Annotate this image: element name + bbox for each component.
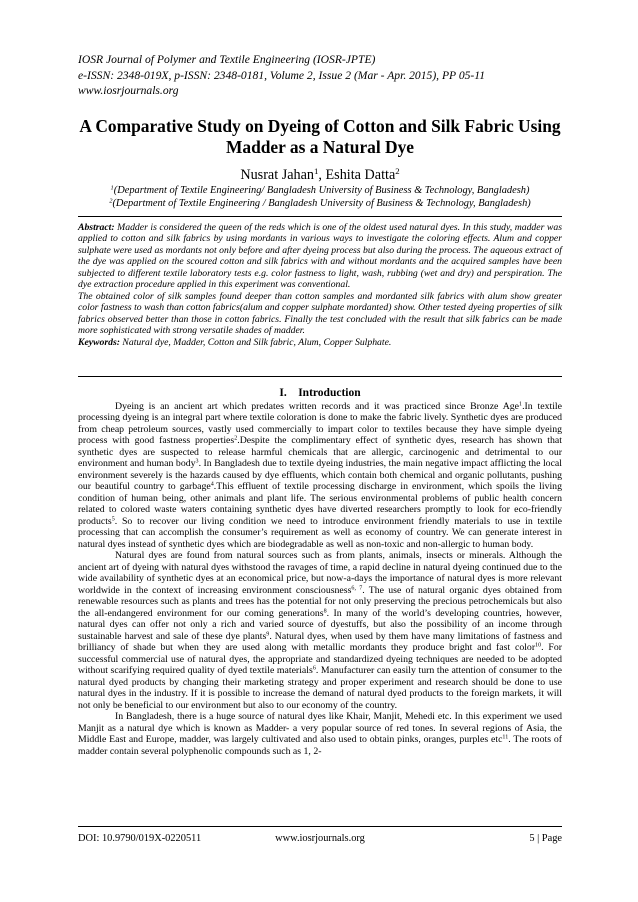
citation-mark: 11 [502, 734, 509, 741]
citation-mark: 10 [535, 642, 542, 649]
citation-mark: 1 [519, 401, 523, 408]
affiliation-2-text: (Department of Textile Engineering / Bangladesh University of Business & Technology, Bangladesh) [112, 198, 531, 210]
journal-issn: e-ISSN: 2348-019X, p-ISSN: 2348-0181, Volume 2, Issue 2 (Mar - Apr. 2015), PP 05-11 [78, 68, 486, 82]
footer-website: www.iosrjournals.org [275, 833, 365, 844]
keywords-text: Natural dye, Madder, Cotton and Silk fabric, Alum, Copper Sulphate. [119, 336, 392, 348]
text-run: Dyeing is an ancient art which predates written records and it was practiced since Bronze Age [115, 401, 520, 412]
abstract-bottom-rule [78, 376, 562, 377]
intro-paragraph-2 [78, 550, 562, 711]
journal-header [78, 52, 568, 99]
text-run: . For successful commercial use of natural dyes, the appropriate and standardized dyeing techniques are needed to be adopted without scarifying required quality of dyed textile materials [78, 642, 563, 677]
text-run: . Manufacturer can easily turn the attention of consumer to the natural dyed products by changing their marketing strategy and proper experiment and research should be done to use natural dyes in the industry. If it is possible to increase the demand of natural dyed products to the foreign markets, it will not only be beneficial to our environment but also to our economy of the country. [78, 665, 562, 711]
text-run: . The roots of madder contain several polyphenolic compounds such as 1, 2- [78, 734, 562, 757]
affiliation-1-text: (Department of Textile Engineering/ Bangladesh University of Business & Technology, Bangladesh) [113, 185, 530, 196]
intro-paragraph-1 [78, 401, 562, 550]
intro-paragraph-3 [78, 711, 562, 757]
author-1: Nusrat Jahan [240, 167, 315, 183]
text-run: . In many of the world’s developing countries, however, natural dyes can offer not only a rich and varied source of dyestuffs, but also the possibility of an income through sustainable harvest and sale of these dye plants [78, 607, 562, 642]
text-run: . The use of natural organic dyes obtained from renewable resources such as plants and trees has the potential for not only preserving the precious petrochemicals but also the all-endangered environment for our coming generations [78, 584, 563, 619]
section-heading: I. Introduction [279, 387, 361, 399]
paper-title [60, 116, 580, 157]
citation-mark: 9 [266, 631, 270, 638]
affiliation-1 [60, 184, 580, 197]
citation-mark: 2 [234, 436, 238, 443]
text-run: . So to recover our living condition we need to introduce environment friendly materials to use in textile processing that can accomplish the consumer’s requirement as well as economy of country. We can generate interest in natural dyes instead of synthetic dyes which are biodegradable as well as non-toxic and non-allergic to human body. [78, 515, 562, 550]
footer-doi: DOI: 10.9790/019X-0220511 [78, 833, 202, 844]
author-list [60, 167, 580, 184]
text-run: Natural dyes are found from natural sources such as from plants, animals, insects or minerals. Although the ancient art of dyeing with natural dyes withstood the ravages of time, a rapid decline in natural dyeing continued due to the wide availability of synthetic dyes at an economical price, but now-a-days the importance of natural dyes is more relevant worldwide in the context of increasing environment consciousness [78, 550, 562, 596]
author-1-affil-mark: 1 [314, 166, 319, 177]
footer-page-number: 5 | Page [529, 833, 562, 844]
text-run: .In textile processing dyeing is an integral part where textile coloration is done to make the fabric lively. Synthetic dyes are produced from cheap petroleum sources, vastly used commercially to impart color to textiles because they have simple dyeing process with good fastness properties [78, 401, 563, 447]
affiliation-2-mark: 2 [109, 197, 113, 205]
citation-mark: 4 [210, 482, 214, 489]
text-run: . In Bangladesh due to textile dyeing industries, the main negative impact afflicting the local environment severely is the hazards caused by dye effluents, which contain both chemical and organic pollutants, pushing our beautiful country to garbage [78, 458, 562, 493]
text-run: .This effluent of textile processing discharge in environment, which spoils the living condition of human being, other animals and plant life. The serious environmental problems of public health concern related to colored waste waters containing synthetic dyes have diverted researchers promptly to look for eco-friendly products [78, 481, 562, 527]
citation-mark: 8 [323, 608, 327, 615]
footer-rule [78, 826, 562, 827]
journal-name: IOSR Journal of Polymer and Textile Engineering (IOSR-JPTE) [78, 53, 376, 66]
abstract-paragraph-2: The obtained color of silk samples found deeper than cotton samples and mordanted silk fabrics with alum show greater color fastness to wash than cotton fabrics(alum and copper sulphate mordanted) show. Other tested dyeing properties of silk fabrics observed better than those in cotton fabrics. Finally the test concluded with the result that silk fabrics can be made more sophisticated with strong versatile shades of madder. [78, 290, 562, 337]
affiliation-2 [60, 197, 580, 210]
text-run: .Despite the complimentary effect of synthetic dyes, research has shown that synthetic dyes are suspected to release harmful chemicals that are allergic, carcinogenic and detrimental to our environment and human body [78, 435, 562, 470]
abstract-label: Abstract: [78, 222, 115, 233]
introduction-body [78, 401, 562, 757]
abstract-text-1: Madder is considered the queen of the reds which is one of the oldest used natural dyes. In this study, madder was applied to cotton and silk fabrics by using mordants in various ways to investigate the coloring effects. Alum and copper sulphate were used as mordants not only before and after dyeing process but also during the process. The aqueous extract of the dye was applied on the scoured cotton and silk fabrics with and without mordants and the acquired samples have been subjected to different textile laboratory tests e.g. color fastness to light, wash, rubbing (wet and dry) and perspiration. The dye extraction procedure applied in this experiment was conventional. [78, 222, 562, 291]
keywords-line [78, 337, 562, 348]
citation-mark: 3 [195, 459, 199, 466]
title-line-2: Madder as a Natural Dye [225, 136, 415, 157]
affiliations [60, 184, 580, 211]
author-separator: , [318, 167, 326, 183]
author-2: Eshita Datta [325, 167, 396, 183]
affiliation-1-mark: 1 [110, 184, 114, 192]
title-line-1: A Comparative Study on Dyeing of Cotton and Silk Fabric Using [79, 116, 561, 136]
citation-mark: 6, 7 [351, 585, 363, 592]
text-run: In Bangladesh, there is a huge source of natural dyes like Khair, Manjit, Mehedi etc. In this experiment we used Manjit as a natural dye which is known as Madder- a very popular source of red tones. In several regions of Asia, the Middle East and Europe, madder, was largely cultivated and also used to obtain pinks, oranges, purples etc [78, 711, 562, 746]
citation-mark: 5 [111, 516, 115, 523]
abstract-paragraph-1 [78, 222, 562, 291]
text-run: . Natural dyes, when used by them have many limitations of fastness and brilliancy of shade but when they are used along with metallic mordants they produce bright and fast color [78, 630, 562, 654]
journal-website: www.iosrjournals.org [78, 84, 179, 97]
abstract-block [78, 222, 562, 348]
citation-mark: 6 [312, 665, 316, 672]
author-2-affil-mark: 2 [395, 166, 400, 177]
abstract-top-rule [78, 216, 562, 217]
keywords-label: Keywords: [78, 336, 120, 348]
